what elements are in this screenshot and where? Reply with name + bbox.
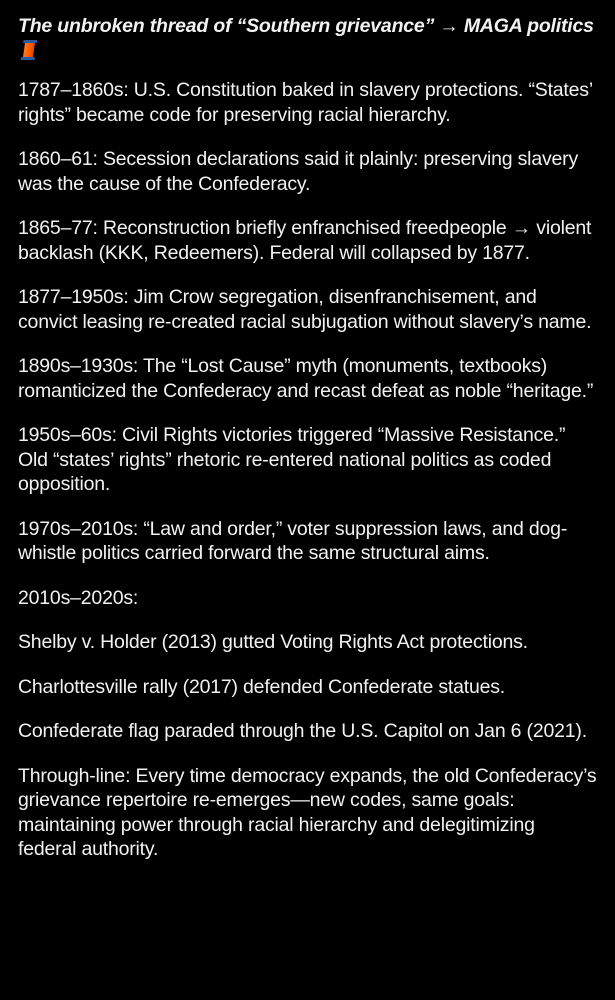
post-title: [18, 14, 597, 63]
timeline-paragraph-1865: 1865–77: Reconstruction briefly enfranchised freedpeople → violent backlash (KKK, Redeemers). Federal will collapsed by 1877.: [18, 217, 592, 264]
timeline-paragraph-1950s: 1950s–60s: Civil Rights victories triggered “Massive Resistance.” Old “states’ rights” rhetoric re-entered national politics as coded opposition.: [18, 424, 566, 495]
timeline-paragraph-1860: 1860–61: Secession declarations said it plainly: preserving slavery was the cause of the Confederacy.: [18, 148, 579, 195]
timeline-paragraph-1970s: 1970s–2010s: “Law and order,” voter suppression laws, and dog-whistle politics carried forward the same structural aims.: [18, 517, 568, 564]
post-title-text: The unbroken thread of “Southern grievance” → MAGA politics: [18, 15, 594, 37]
timeline-paragraph-1890s: 1890s–1930s: The “Lost Cause” myth (monuments, textbooks) romanticized the Confederacy and recast defeat as noble “heritage.”: [18, 355, 594, 402]
timeline-heading-2010s: 2010s–2020s:: [18, 586, 139, 609]
timeline-item-charlottesville: Charlottesville rally (2017) defended Confederate statues.: [18, 675, 506, 698]
spool-of-thread-icon: [21, 40, 38, 60]
timeline-paragraph-1877: 1877–1950s: Jim Crow segregation, disenfranchisement, and convict leasing re-created racial subjugation without slavery’s name.: [18, 286, 592, 333]
timeline-item-jan6: Confederate flag paraded through the U.S. Capitol on Jan 6 (2021).: [18, 720, 587, 742]
timeline-item-shelby: Shelby v. Holder (2013) gutted Voting Rights Act protections.: [18, 631, 528, 653]
timeline-paragraph-1787: 1787–1860s: U.S. Constitution baked in slavery protections. “States’ rights” became code for preserving racial hierarchy.: [18, 79, 593, 126]
through-line-paragraph: Through-line: Every time democracy expands, the old Confederacy’s grievance repertoire re-emerges—new codes, same goals: maintaining power through racial hierarchy and delegitimizing federal authority.: [18, 764, 597, 860]
